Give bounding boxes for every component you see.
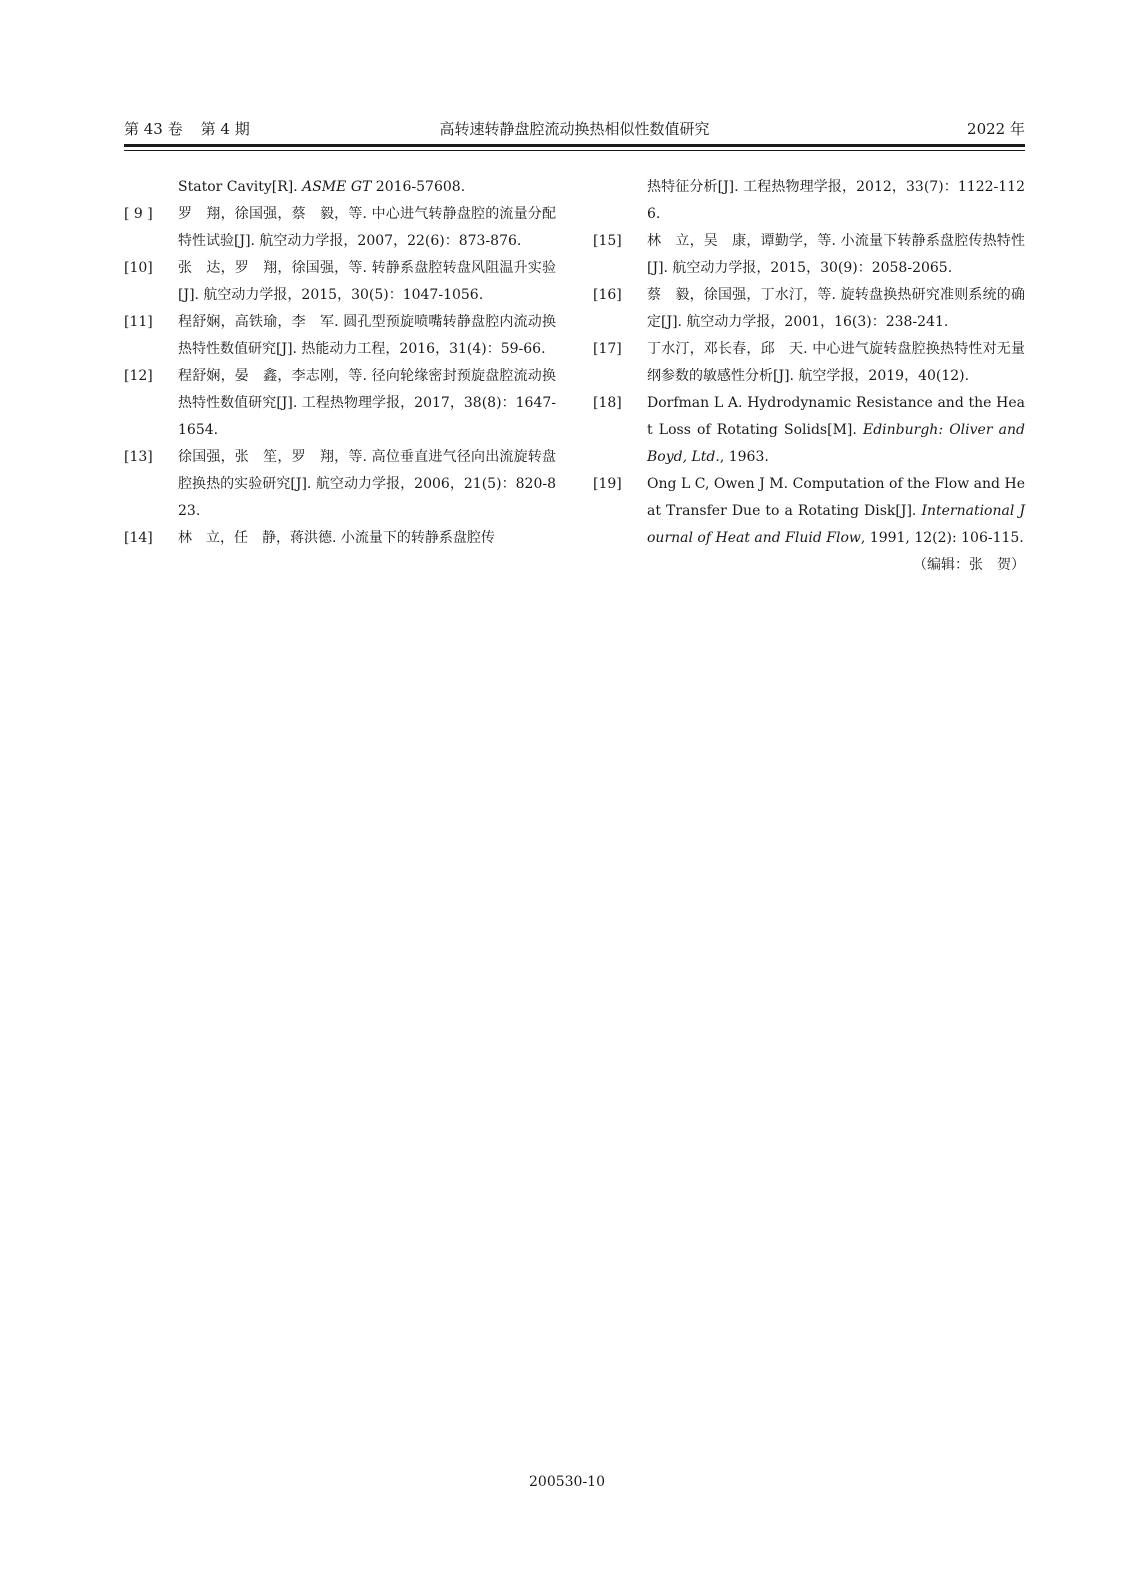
reference-continuation xyxy=(124,174,556,201)
reference-number: [14] xyxy=(124,530,153,546)
reference-number: [15] xyxy=(593,233,622,249)
header-title: 高转速转静盘腔流动换热相似性数值研究 xyxy=(439,120,710,138)
ref-tail: , 1963. xyxy=(719,449,769,465)
reference-text: 罗 翔，徐国强，蔡 毅，等. 中心进气转静盘腔的流量分配特性试验[J]. 航空动力学报，2007，22(6)：873-876. xyxy=(178,206,556,249)
reference-continuation xyxy=(593,174,1025,228)
reference-text: 林 立，任 静，蒋洪德. 小流量下的转静系盘腔传 xyxy=(178,530,495,546)
reference-item xyxy=(124,525,556,552)
reference-number: [13] xyxy=(124,449,153,465)
reference-number: [16] xyxy=(593,287,622,303)
ref-text: Ong L C, Owen J M. Computation of the Flow and Heat Transfer Due to a Rotating Disk[J]. xyxy=(647,476,1025,519)
ref-tail: 2016-57608. xyxy=(371,179,466,195)
reference-text: 程舒娴，高铁瑜，李 军. 圆孔型预旋喷嘴转静盘腔内流动换热特性数值研究[J]. 热能动力工程，2016，31(4)：59-66. xyxy=(178,314,556,357)
ref-text: Dorfman L A. Hydrodynamic Resistance and the Heat Loss of Rotating Solids[M]. xyxy=(647,395,1025,438)
ref-italic: Edinburgh: Oliver and Boyd, Ltd. xyxy=(647,422,1026,465)
reference-number: [19] xyxy=(593,476,622,492)
reference-item xyxy=(124,201,556,255)
references-right-column xyxy=(593,174,1025,579)
reference-text: 丁水汀，邓长春，邱 天. 中心进气旋转盘腔换热特性对无量纲参数的敏感性分析[J]. 航空学报，2019，40(12). xyxy=(647,341,1025,384)
references-left-column xyxy=(124,174,556,552)
reference-text: 热特征分析[J]. 工程热物理学报，2012，33(7)：1122-1126. xyxy=(647,179,1025,222)
header-issue: 第 4 期 xyxy=(200,120,250,138)
editor-note: （编辑：张 贺） xyxy=(913,557,1025,573)
reference-number: [10] xyxy=(124,260,153,276)
reference-item xyxy=(124,309,556,363)
reference-item xyxy=(593,228,1025,282)
running-header xyxy=(124,118,1025,142)
reference-item xyxy=(593,282,1025,336)
reference-text: 程舒娴，晏 鑫，李志刚，等. 径向轮缘密封预旋盘腔流动换热特性数值研究[J]. 工程热物理学报，2017，38(8)：1647-1654. xyxy=(178,368,556,438)
header-rule-thick xyxy=(124,144,1025,147)
reference-item xyxy=(124,444,556,525)
reference-text: 蔡 毅，徐国强，丁水汀，等. 旋转盘换热研究准则系统的确定[J]. 航空动力学报，2001，16(3)：238-241. xyxy=(647,287,1025,330)
reference-item xyxy=(124,363,556,444)
reference-item xyxy=(593,471,1025,552)
reference-item xyxy=(124,255,556,309)
header-volume: 第 43 卷 xyxy=(124,120,183,138)
reference-text: 徐国强，张 笙，罗 翔，等. 高位垂直进气径向出流旋转盘腔换热的实验研究[J]. 航空动力学报，2006，21(5)：820-823. xyxy=(178,449,556,519)
reference-number: [18] xyxy=(593,395,622,411)
ref-tail: , 1991, 12(2): 106-115. xyxy=(860,530,1024,546)
header-rule-thin xyxy=(124,150,1025,151)
reference-text: 张 达，罗 翔，徐国强，等. 转静系盘腔转盘风阻温升实验[J]. 航空动力学报，2015，30(5)：1047-1056. xyxy=(178,260,556,303)
reference-number: [17] xyxy=(593,341,622,357)
reference-item xyxy=(593,336,1025,390)
reference-number: [ 9 ] xyxy=(124,206,153,222)
reference-item xyxy=(593,390,1025,471)
ref-italic: ASME GT xyxy=(302,179,372,195)
reference-number: [12] xyxy=(124,368,153,384)
header-year: 2022 年 xyxy=(967,120,1025,138)
ref-text: Stator Cavity[R]. xyxy=(178,179,303,195)
page-footer-id: 200530-10 xyxy=(529,1474,605,1490)
reference-number: [11] xyxy=(124,314,153,330)
reference-text: 林 立，吴 康，谭勤学，等. 小流量下转静系盘腔传热特性[J]. 航空动力学报，2015，30(9)：2058-2065. xyxy=(647,233,1025,276)
ref-italic: International Journal of Heat and Fluid Flow xyxy=(647,503,1025,546)
